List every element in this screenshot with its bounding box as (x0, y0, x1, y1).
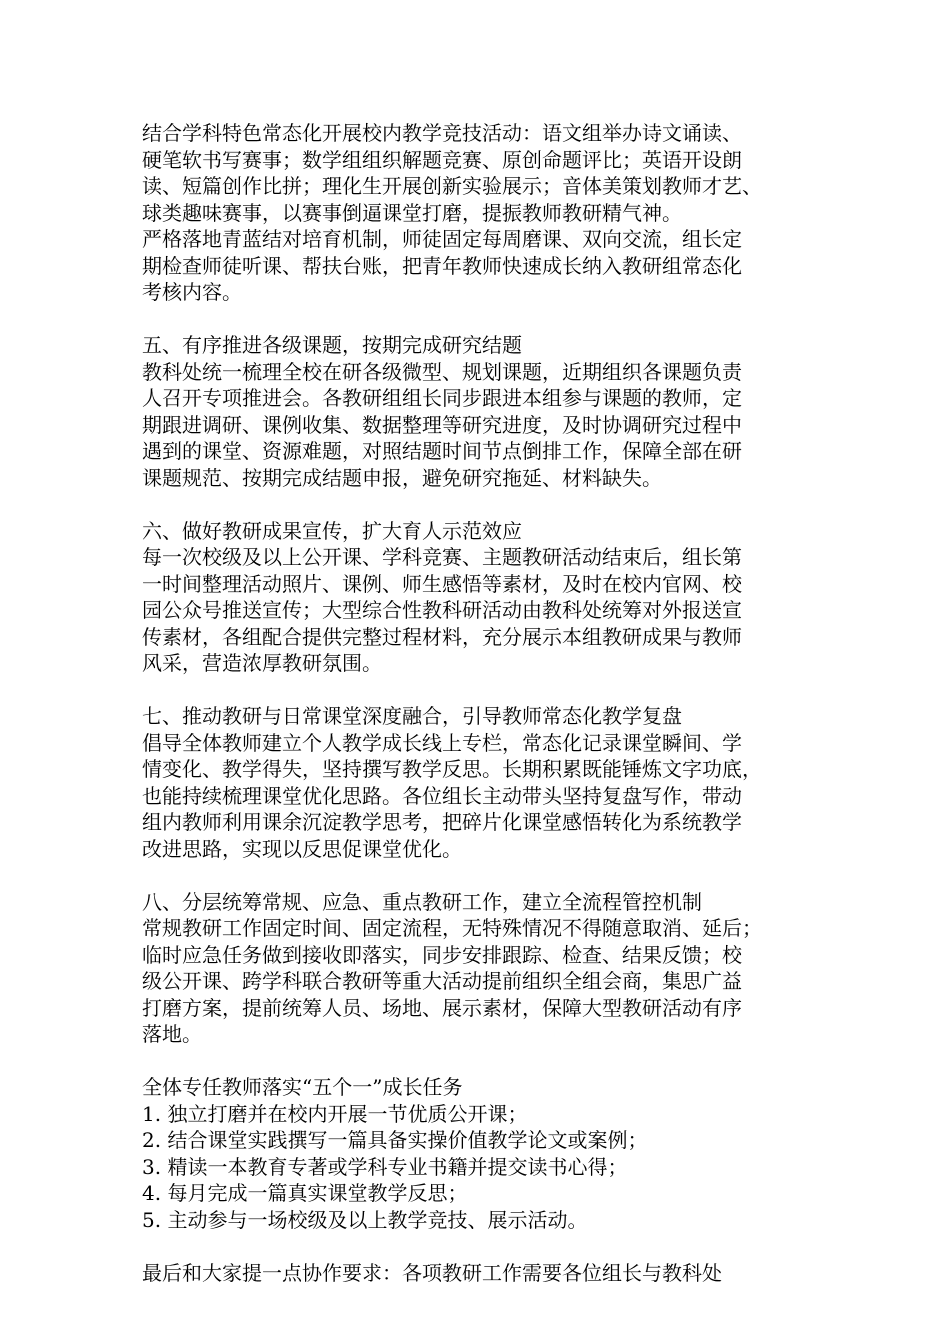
text-line: 情变化、教学得失，坚持撰写教学反思。长期积累既能锤炼文字功底， (142, 757, 762, 781)
paragraph-gap (142, 677, 832, 704)
text-line: 改进思路，实现以反思促课堂优化。 (142, 836, 462, 861)
text-line: 球类趣味赛事，以赛事倒逼课堂打磨，提振教师教研精气神。 (142, 200, 682, 225)
text-line: 读、短篇创作比拼；理化生开展创新实验展示；音体美策划教师才艺、 (142, 174, 762, 198)
text-line: 常规教研工作固定时间、固定流程，无特殊情况不得随意取消、延后； (142, 916, 762, 940)
section-eight (142, 889, 832, 1048)
text-line: 一时间整理活动照片、课例、师生感悟等素材，及时在校内官网、校 (142, 571, 742, 596)
section-heading: 八、分层统筹常规、应急、重点教研工作，建立全流程管控机制 (142, 889, 702, 914)
list-item: 3. 精读一本教育专著或学科专业书籍并提交读书心得； (142, 1154, 628, 1179)
document-body (142, 120, 832, 1286)
text-line: 结合学科特色常态化开展校内教学竞技活动：语文组举办诗文诵读、 (142, 121, 742, 145)
text-line: 风采，营造浓厚教研氛围。 (142, 651, 382, 675)
text-line: 严格落地青蓝结对培育机制，师徒固定每周磨课、双向交流，组长定 (142, 227, 742, 251)
text-line: 硬笔软书写赛事；数学组组织解题竞赛、原创命题评比；英语开设朗 (142, 147, 742, 172)
text-line: 打磨方案，提前统筹人员、场地、展示素材，保障大型教研活动有序 (142, 995, 742, 1020)
text-line: 临时应急任务做到接收即落实，同步安排跟踪、检查、结果反馈；校 (142, 942, 742, 967)
text-line: 期跟进调研、课例收集、数据整理等研究进度，及时协调研究过程中 (142, 412, 742, 437)
text-line: 园公众号推送宣传；大型综合性教科研活动由教科处统筹对外报送宣 (142, 598, 742, 622)
section-heading: 七、推动教研与日常课堂深度融合，引导教师常态化教学复盘 (142, 704, 682, 728)
paragraph-gap (142, 306, 832, 333)
section-five (142, 332, 832, 491)
text-line: 组内教师利用课余沉淀教学思考，把碎片化课堂感悟转化为系统教学 (142, 810, 742, 834)
text-line: 期检查师徒听课、帮扶台账，把青年教师快速成长纳入教研组常态化 (142, 253, 742, 278)
list-heading: 全体专任教师落实“五个一”成长任务 (142, 1075, 463, 1099)
text-line: 人召开专项推进会。各教研组组长同步跟进本组参与课题的教师，定 (142, 386, 742, 410)
text-line: 级公开课、跨学科联合教研等重大活动提前组织全组会商，集思广益 (142, 969, 742, 993)
text-line: 传素材，各组配合提供完整过程材料，充分展示本组教研成果与教师 (142, 624, 742, 649)
text-line: 落地。 (142, 1022, 202, 1046)
five-ones-task-list (142, 1074, 832, 1233)
text-line: 最后和大家提一点协作要求：各项教研工作需要各位组长与教科处 (142, 1260, 722, 1285)
list-item: 2. 结合课堂实践撰写一篇具备实操价值教学论文或案例； (142, 1128, 648, 1152)
section-seven (142, 703, 832, 862)
section-six (142, 518, 832, 677)
list-item: 4. 每月完成一篇真实课堂教学反思； (142, 1181, 468, 1205)
text-line: 课题规范、按期完成结题申报，避免研究拖延、材料缺失。 (142, 465, 662, 490)
text-line: 每一次校级及以上公开课、学科竞赛、主题教研活动结束后，组长第 (142, 545, 742, 569)
list-item: 5. 主动参与一场校级及以上教学竞技、展示活动。 (142, 1207, 588, 1232)
text-line: 遇到的课堂、资源难题，对照结题时间节点倒排工作，保障全部在研 (142, 439, 742, 463)
paragraph-collaboration (142, 1260, 832, 1287)
paragraph-teaching-competition (142, 120, 832, 306)
paragraph-gap (142, 1048, 832, 1075)
text-line: 倡导全体教师建立个人教学成长线上专栏，常态化记录课堂瞬间、学 (142, 730, 742, 755)
text-line: 也能持续梳理课堂优化思路。各位组长主动带头坚持复盘写作，带动 (142, 783, 742, 808)
text-line: 考核内容。 (142, 280, 242, 304)
text-line: 教科处统一梳理全校在研各级微型、规划课题，近期组织各课题负责 (142, 359, 742, 384)
paragraph-gap (142, 491, 832, 518)
list-item: 1. 独立打磨并在校内开展一节优质公开课； (142, 1101, 528, 1126)
section-heading: 五、有序推进各级课题，按期完成研究结题 (142, 333, 522, 357)
paragraph-gap (142, 1233, 832, 1260)
section-heading: 六、做好教研成果宣传，扩大育人示范效应 (142, 518, 522, 543)
paragraph-gap (142, 862, 832, 889)
